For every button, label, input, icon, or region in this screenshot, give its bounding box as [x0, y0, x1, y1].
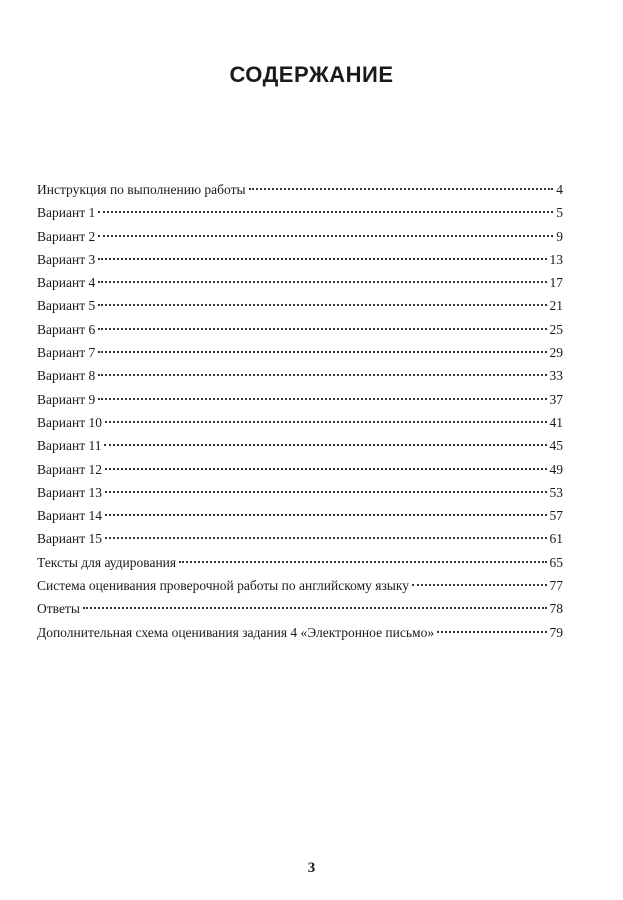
- toc-entry-instructions: [37, 178, 563, 201]
- toc-entry-title: Вариант 14: [37, 508, 102, 524]
- toc-entry-variant-12: [37, 458, 563, 481]
- dot-leader: [98, 258, 546, 260]
- toc-entry-page: 9: [556, 228, 563, 244]
- page-number: 3: [307, 860, 316, 876]
- dot-leader: [437, 631, 546, 633]
- dot-leader: [105, 491, 547, 493]
- toc-entry-answers: [37, 597, 563, 620]
- dot-leader: [98, 328, 546, 330]
- toc-entry-title: Вариант 4: [37, 275, 96, 291]
- toc-entry-variant-2: [37, 225, 563, 248]
- toc-entry-title: Тексты для аудирования: [37, 554, 177, 570]
- toc-entry-variant-7: [37, 341, 563, 364]
- toc-entry-variant-1: [37, 201, 563, 224]
- toc-entry-extra-scheme: [37, 621, 563, 644]
- toc-entry-page: 17: [549, 275, 563, 291]
- toc-entry-listening-texts: [37, 551, 563, 574]
- toc-entry-variant-15: [37, 527, 563, 550]
- toc-entry-title: Дополнительная схема оценивания задания 4 «Электронное письмо»: [37, 624, 435, 640]
- dot-leader: [98, 281, 546, 283]
- toc-entry-variant-13: [37, 481, 563, 504]
- dot-leader: [105, 421, 547, 423]
- toc-entry-variant-11: [37, 434, 563, 457]
- toc-entry-title: Вариант 3: [37, 251, 96, 267]
- toc-entry-page: 4: [556, 182, 563, 197]
- toc-entry-title: Система оценивания проверочной работы по английскому языку: [37, 578, 409, 594]
- toc-entry-variant-9: [37, 388, 563, 411]
- toc-entry-assessment-system: [37, 574, 563, 597]
- dot-leader: [98, 351, 546, 353]
- toc-entry-page: 37: [549, 391, 563, 407]
- toc-entry-page: 29: [549, 345, 563, 361]
- toc-entry-page: 79: [549, 624, 563, 640]
- toc-entry-page: 49: [549, 461, 563, 477]
- dot-leader: [98, 374, 546, 376]
- toc-entry-page: 25: [549, 321, 563, 337]
- toc-entry-page: 13: [549, 251, 563, 267]
- dot-leader: [98, 211, 553, 213]
- dot-leader: [412, 584, 547, 586]
- dot-leader: [98, 398, 546, 400]
- toc-entry-title: Вариант 6: [37, 321, 96, 337]
- dot-leader: [105, 537, 547, 539]
- dot-leader: [179, 561, 546, 563]
- toc-entry-page: 61: [549, 531, 563, 547]
- toc-entry-page: 53: [549, 484, 563, 500]
- dot-leader: [98, 235, 553, 237]
- dot-leader: [83, 607, 547, 609]
- toc-entry-variant-4: [37, 271, 563, 294]
- toc-entry-title: Вариант 12: [37, 461, 102, 477]
- toc-entry-variant-10: [37, 411, 563, 434]
- table-of-contents: [37, 178, 563, 644]
- toc-entry-variant-6: [37, 318, 563, 341]
- toc-entry-title: Вариант 1: [37, 205, 96, 221]
- page-title: СОДЕРЖАНИЕ: [229, 62, 394, 87]
- dot-leader: [249, 188, 554, 190]
- dot-leader: [105, 468, 547, 470]
- toc-entry-page: 77: [549, 578, 563, 594]
- toc-entry-page: 65: [549, 554, 563, 570]
- toc-entry-title: Вариант 15: [37, 531, 102, 547]
- toc-entry-page: 45: [549, 438, 563, 454]
- toc-entry-title: Вариант 13: [37, 484, 102, 500]
- toc-entry-page: 21: [549, 298, 563, 314]
- toc-entry-page: 57: [549, 508, 563, 524]
- toc-entry-page: 41: [549, 414, 563, 430]
- toc-entry-page: 78: [549, 601, 563, 617]
- toc-entry-variant-14: [37, 504, 563, 527]
- toc-entry-page: 33: [549, 368, 563, 384]
- toc-entry-title: Вариант 8: [37, 368, 96, 384]
- toc-entry-page: 5: [556, 205, 563, 221]
- toc-entry-title: Вариант 2: [37, 228, 96, 244]
- toc-entry-title: Вариант 7: [37, 345, 96, 361]
- toc-entry-variant-3: [37, 248, 563, 271]
- toc-entry-title: Ответы: [37, 601, 80, 617]
- toc-entry-variant-8: [37, 364, 563, 387]
- toc-entry-title: Инструкция по выполнению работы: [37, 182, 246, 197]
- toc-entry-variant-5: [37, 294, 563, 317]
- toc-entry-title: Вариант 5: [37, 298, 96, 314]
- dot-leader: [98, 304, 546, 306]
- toc-entry-title: Вариант 10: [37, 414, 102, 430]
- toc-entry-title: Вариант 9: [37, 391, 96, 407]
- toc-entry-title: Вариант 11: [37, 438, 102, 454]
- dot-leader: [104, 444, 546, 446]
- dot-leader: [105, 514, 547, 516]
